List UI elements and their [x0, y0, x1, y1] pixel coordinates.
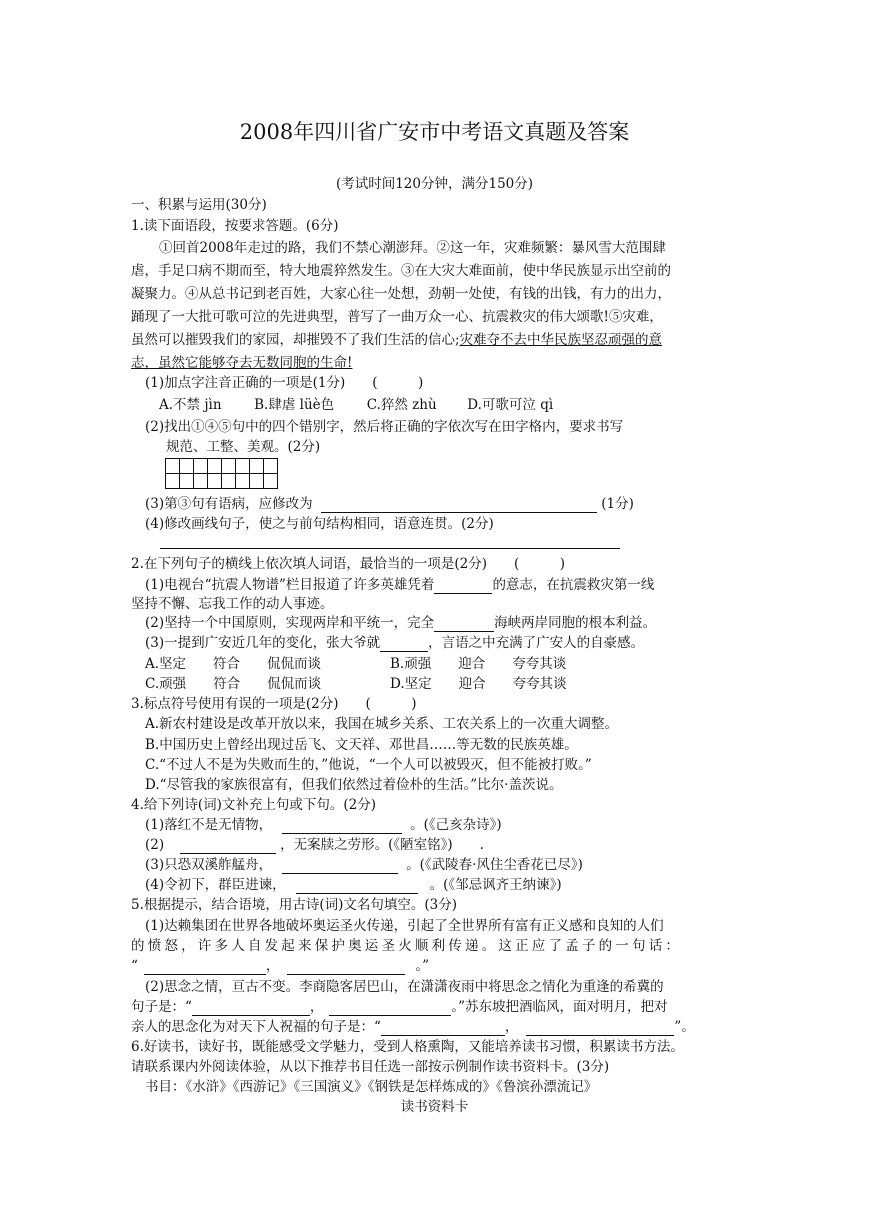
q3-heading: 3.标点符号使用有误的一项是(2分) ( ) [131, 696, 417, 712]
q1-paragraph-line: 踊现了一大批可歌可泣的先进典型，普写了一曲万众一心、抗震救灾的伟大颂歌!⑤灾难， [131, 309, 663, 325]
q1-sub3 [145, 495, 634, 513]
q1-paragraph-line: 虐，手足口病不期而至，特大地震猝然发生。③在大灾大难面前，使中华民族显示出空前的 [131, 263, 671, 279]
answer-grid[interactable] [166, 458, 278, 489]
q5-heading: 5.根据提示，结合语境，用古诗(词)文名句填空。(3分) [131, 897, 458, 913]
q1-paragraph-text: 虽然可以摧毁我们的家园，却摧毁不了我们生活的信心; [131, 332, 460, 348]
q2-option-d: D.坚定 迎合 夸夸其谈 [390, 676, 567, 692]
q3-option-d: D.“尽管我的家族很富有，但我们依然过着俭朴的生活。”比尔·盖茨说。 [145, 777, 563, 793]
answer-blank[interactable] [282, 819, 402, 834]
q1-heading: 1.读下面语段，按要求答题。(6分) [131, 218, 339, 234]
q6-book-list: 书目：《水浒》《西游记》《三国演义》《钢铁是怎样炼成的》《鲁滨孙漂流记》 [145, 1079, 598, 1095]
q4-line-3 [145, 856, 583, 874]
q3-option-b: B.中国历史上曾经出现过岳飞、文天祥、邓世昌……等无数的民族英雄。 [145, 737, 578, 753]
q2-text: 的意志，在抗震救灾第一线 [492, 577, 655, 593]
q3-option-a: A.新农村建设是改革开放以来，我国在城乡关系、工农关系上的一次重大调整。 [145, 716, 619, 732]
grid-cell[interactable] [165, 458, 180, 489]
section-heading: 一、积累与运用(30分) [131, 197, 267, 213]
q6-heading: 6.好读书，读好书，既能感受文学魅力，受到人格熏陶，又能培养读书习惯，积累读书方法。 [131, 1039, 684, 1055]
q1-sub2-cont: 规范、工整、美观。(2分) [166, 439, 321, 455]
q5-text: 。” [415, 958, 430, 974]
q4-text: (2) [145, 837, 165, 853]
q4-text: (1)落红不是无情物， [145, 817, 273, 833]
option-b: B.肆虐 lüè色 [254, 397, 335, 413]
option-c: C.猝然 zhù [366, 397, 437, 413]
grid-cell[interactable] [193, 458, 208, 489]
q2-sentence-1 [145, 576, 654, 594]
q5-answer-line-3 [131, 1018, 695, 1036]
q2-option-a: A.坚定 符合 侃侃而谈 [145, 656, 322, 672]
q5-answer-line-2 [131, 998, 668, 1016]
q2-text: ，言语之中充满了广安人的自豪感。 [428, 635, 645, 651]
answer-blank[interactable] [434, 579, 492, 594]
q5-text: ， [309, 999, 324, 1015]
answer-blank[interactable] [296, 879, 418, 894]
q4-text: (3)只恐双溪舴艋舟， [145, 857, 273, 873]
answer-blank[interactable] [526, 1021, 674, 1036]
q2-text: (1)电视台“抗震人物谱”栏目报道了许多英雄凭着 [145, 577, 435, 593]
q1-paragraph-line: 凝聚力。④从总书记到老百姓，大家心往一处想，劲朝一处使，有钱的出钱，有力的出力， [131, 286, 671, 302]
reading-card-title: 读书资料卡 [400, 1099, 469, 1115]
q4-text: 。(《武陵春·风住尘香花已尽》) [406, 857, 583, 873]
q2-sentence-3 [145, 634, 644, 652]
q2-sentence-2 [145, 614, 656, 632]
option-a: A.不禁 jìn [159, 397, 222, 413]
grid-cell[interactable] [263, 458, 278, 489]
q1-sub2: (2)找出①④⑤句中的四个错别字，然后将正确的字依次写在田字格内，要求书写 [145, 419, 624, 435]
q5-text: 亲人的思念化为对天下人祝福的句子是：“ [131, 1019, 381, 1035]
exam-info: (考试时间120分钟，满分150分) [335, 176, 534, 192]
answer-blank[interactable] [282, 859, 398, 874]
q5-text: ”。 [674, 1019, 695, 1035]
grid-cell[interactable] [207, 458, 222, 489]
q5-text: “ [131, 958, 138, 974]
q1-paragraph-line [131, 331, 662, 349]
score-label: (1分) [601, 496, 634, 512]
q5-text: ， [504, 1019, 519, 1035]
underlined-sentence: 灾难夺不去中华民族坚忍顽强的意 [459, 332, 663, 348]
q3-option-c: C.“不过人不是为失败而生的，”他说，“一个人可以被毁灭，但不能被打败。” [145, 757, 592, 773]
q5-paragraph-line: 的愤怒，许多人自发起来保护奥运圣火顺利传递。这正应了孟子的一句话： [131, 938, 683, 954]
q1-sub4: (4)修改画线句子，使之与前句结构相同，语意连贯。(2分) [145, 516, 494, 532]
q2-heading: 2.在下列句子的横线上依次填人词语，最恰当的一项是(2分) ( ) [131, 556, 566, 572]
q4-text: 。(《邹忌讽齐王纳谏》) [429, 877, 562, 893]
q1-sub3-text: (3)第③句有语病，应修改为 [145, 496, 313, 512]
q2-option-c: C.顽强 符合 侃侃而谈 [145, 676, 322, 692]
answer-blank[interactable] [180, 839, 276, 854]
q5-paragraph-line: (2)思念之情，亘古不变。李商隐客居巴山，在潇潇夜雨中将思念之情化为重逢的希冀的 [145, 979, 664, 995]
q4-heading: 4.给下列诗(词)文补充上句或下句。(2分) [131, 797, 377, 813]
document-title: 2008年四川省广安市中考语文真题及答案 [239, 120, 630, 144]
q1-sub1: (1)加点字注音正确的一项是(1分) ( ) [145, 375, 424, 391]
q5-paragraph-line: (1)达赖集团在世界各地破坏奥运圣火传递，引起了全世界所有富有正义感和良知的人们 [145, 918, 664, 934]
answer-blank[interactable] [380, 637, 428, 652]
q2-text: (2)坚持一个中国原则，实现两岸和平统一，完全 [145, 615, 435, 631]
answer-blank[interactable] [381, 1021, 505, 1036]
answer-blank[interactable] [192, 1001, 310, 1016]
q1-paragraph-line: ①回首2008年走过的路，我们不禁心潮澎拜。②这一年，灾难频繁：暴风雪大范围肆 [159, 240, 666, 256]
q6-paragraph-line: 请联系课内外阅读体验，从以下推荐书目任选一部按示例制作读书资料卡。(3分) [131, 1059, 610, 1075]
q2-text: 海峡两岸同胞的根本利益。 [494, 615, 657, 631]
q4-line-2 [145, 836, 484, 854]
underlined-sentence: 志，虽然它能够夺去无数同胞的生命! [131, 355, 353, 371]
q4-line-4 [145, 876, 562, 894]
grid-cell[interactable] [249, 458, 264, 489]
q1-sub1-options [159, 396, 553, 414]
answer-blank[interactable] [434, 617, 494, 632]
grid-cell[interactable] [221, 458, 236, 489]
q4-text: ，无案牍之劳形。(《陋室铭》) . [280, 837, 484, 853]
q2-text: (3)一提到广安近几年的变化，张大爷就 [145, 635, 381, 651]
q2-sentence-1-cont: 坚持不懈、忘我工作的动人事迹。 [131, 596, 334, 612]
answer-blank[interactable] [287, 960, 405, 975]
answer-blank[interactable] [329, 1001, 451, 1016]
grid-cell[interactable] [179, 458, 194, 489]
q5-text: ， [265, 958, 280, 974]
q4-text: (4)令初下，群臣进谏， [145, 877, 286, 893]
q5-text: 句子是：“ [131, 999, 192, 1015]
q2-option-b: B.顽强 迎合 夸夸其谈 [390, 656, 567, 672]
answer-blank[interactable] [321, 498, 597, 513]
q5-text: 。”苏东坡把酒临风，面对明月，把对 [451, 999, 668, 1015]
option-d: D.可歌可泣 qì [467, 397, 554, 413]
answer-line[interactable] [160, 548, 620, 549]
q4-line-1 [145, 816, 502, 834]
q5-answer-line-1 [131, 957, 429, 975]
grid-cell[interactable] [235, 458, 250, 489]
answer-blank[interactable] [144, 960, 266, 975]
q4-text: 。(《己亥杂诗》) [410, 817, 502, 833]
